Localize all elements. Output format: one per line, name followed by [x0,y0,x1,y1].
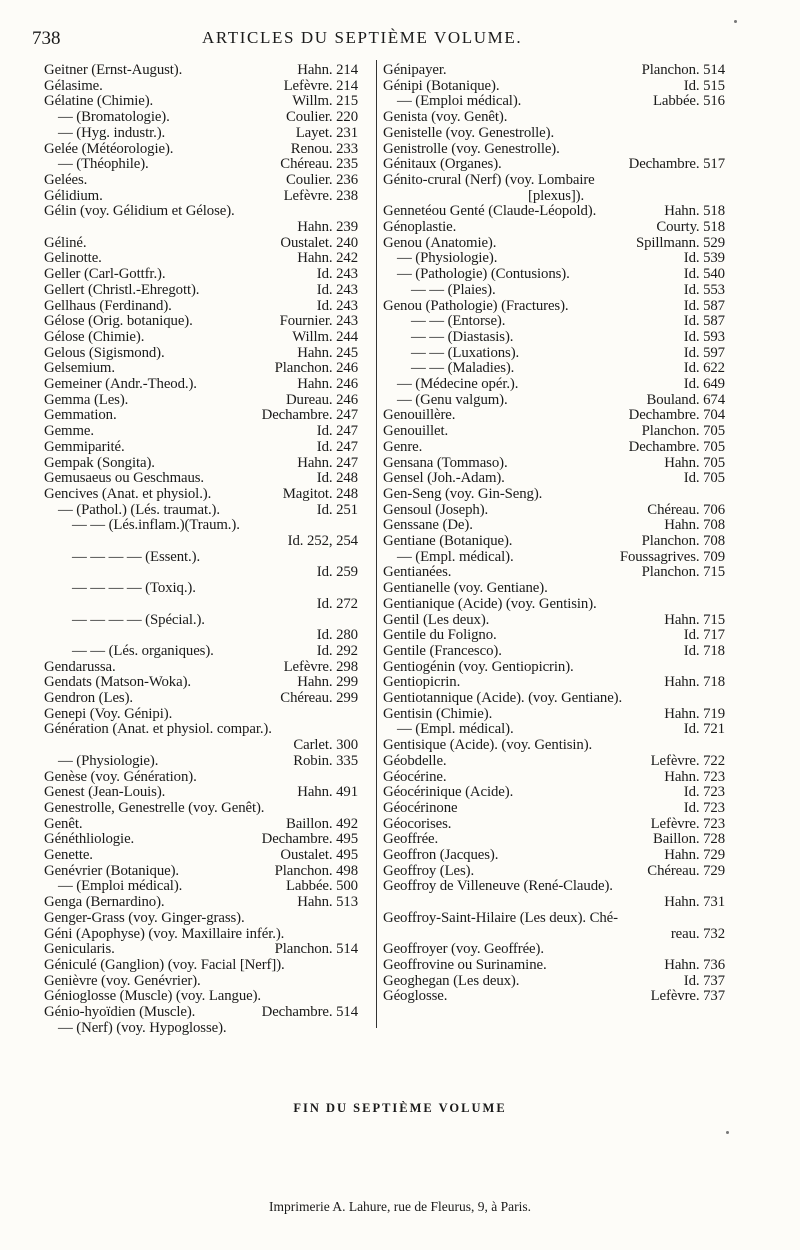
entry-term: Génération (Anat. et physiol. compar.). [44,721,272,738]
entry-term: Genette. [44,847,93,863]
entry-reference: Hahn. 705 [664,454,725,471]
entry-term: Géniculé (Ganglion) (voy. Facial [Nerf]). [44,956,285,973]
entry-reference: Coulier. 236 [286,171,358,188]
entry-term: Gelous (Sigismond). [44,344,165,361]
entry-term: — (Genu valgum). [397,391,508,408]
entry-term: Geoghegan (Les deux). [383,972,520,989]
entry-term: Geoffroy-Saint-Hilaire (Les deux). Ché- [383,909,618,926]
entry-reference: Lefèvre. 298 [283,658,358,675]
end-of-volume-note: FIN DU SEPTIÈME VOLUME [293,1101,507,1115]
entry-term: Gentiopicrin. [383,674,461,691]
entry-reference: Dechambre. 495 [261,831,358,848]
entry-term: — — (Lés.inflam.)(Traum.). [72,517,240,534]
entry-term: Gentil (Les deux). [383,611,490,628]
entry-reference: Id. 737 [683,972,725,989]
entry-term: Gensana (Tommaso). [383,454,508,471]
entry-term: Gentiotannique (Acide). (voy. Gentiane). [383,690,623,706]
entry-reference: Chéreau. 706 [647,501,725,518]
entry-reference: Dechambre. 705 [628,438,725,455]
entry-reference: Id. 705 [683,470,725,487]
entry-term: — (Emploi médical). [397,93,522,110]
entry-term: Gelées. [44,171,88,188]
entry-reference: Hahn. 723 [664,768,725,785]
entry-reference: Dechambre. 517 [628,156,725,173]
entry-term: Gemmiparité. [44,438,125,455]
entry-term: Génio-hyoïdien (Muscle). [44,1004,196,1020]
entry-reference: Dechambre. 514 [261,1004,358,1020]
entry-term: — (Physiologie). [397,250,498,267]
column-divider [376,60,377,1028]
entry-reference: Lefèvre. 723 [650,815,725,832]
entry-reference: Hahn. 239 [297,219,358,235]
entry-reference: Hahn. 719 [664,705,725,722]
entry-reference: Id. 553 [683,281,725,298]
entry-term: — — — — (Toxiq.). [72,580,196,597]
entry-reference: Id. 247 [316,423,358,440]
entry-term: Geoffrovine ou Surinamine. [383,956,547,973]
entry-reference: Oustalet. 495 [280,847,358,863]
entry-term: Genistrolle (voy. Genestrolle). [383,140,560,157]
entry-reference: Hahn. 731 [664,894,725,911]
entry-term: Géoglosse. [383,988,448,1005]
entry-reference: Id. 587 [683,297,725,314]
entry-term: Gentianées. [383,564,452,581]
entry-term: — (Physiologie). [58,752,159,769]
entry-term: Gélin (voy. Gélidium et Gélose). [44,203,235,220]
entry-reference: Hahn. 242 [297,250,358,267]
entry-term: [plexus]). [528,187,585,204]
entry-term: Gempak (Songita). [44,454,155,471]
entry-reference: Carlet. 300 [293,737,358,754]
entry-reference: Lefèvre. 238 [283,187,358,204]
entry-term: — (Hyg. industr.). [58,124,166,141]
entry-term: Genouillet. [383,423,449,440]
entry-term: — — (Diastasis). [411,328,514,345]
entry-reference: Courty. 518 [656,219,725,235]
entry-term: — — (Plaies). [411,281,496,298]
entry-term: Gélasime. [44,77,103,94]
entry-reference: Planchon. 705 [641,423,725,440]
entry-term: Genistelle (voy. Genestrolle). [383,124,555,141]
entry-term: Genèse (voy. Génération). [44,768,197,785]
entry-term: Genou (Pathologie) (Fractures). [383,297,569,314]
entry-reference: Hahn. 708 [664,517,725,534]
entry-term: Gélose (Chimie). [44,328,145,345]
entry-term: Geoffron (Jacques). [383,847,499,863]
print-speck [726,1131,729,1134]
entry-term: — (Nerf) (voy. Hypoglosse). [58,1019,227,1036]
entry-reference: Hahn. 729 [664,847,725,863]
entry-term: Gentiogénin (voy. Gentiopicrin). [383,658,574,675]
entry-reference: Id. 597 [683,344,725,361]
entry-term: Gentisin (Chimie). [383,705,493,722]
entry-term: Gentiane (Botanique). [383,533,513,549]
entry-term: Gelinotte. [44,250,102,267]
entry-term: Gencives (Anat. et physiol.). [44,485,212,502]
entry-term: Gendarussa. [44,658,116,675]
entry-term: Génipi (Botanique). [383,77,500,94]
entry-term: — — (Entorse). [411,313,506,330]
entry-reference: Dureau. 246 [285,391,358,408]
entry-term: Genicularis. [44,941,115,958]
entry-term: Génito-crural (Nerf) (voy. Lombaire [383,171,595,188]
entry-reference: Id. 717 [683,627,725,644]
entry-reference: Id. 292 [316,642,358,659]
entry-reference: Id. 243 [316,281,358,298]
entry-term: Geitner (Ernst-August). [44,62,183,78]
entry-term: — — — — (Spécial.). [72,611,205,628]
entry-term: Genga (Bernardino). [44,894,165,911]
entry-term: — — (Lés. organiques). [72,642,214,659]
entry-reference: Id. 280 [316,627,358,644]
entry-reference: Labbée. 500 [285,878,358,895]
entry-reference: Magitot. 248 [282,485,358,502]
entry-reference: Dechambre. 247 [261,407,358,424]
entry-term: Gentianelle (voy. Gentiane). [383,580,548,597]
entry-reference: Id. 649 [683,376,725,392]
entry-term: Génipayer. [383,62,447,78]
entry-term: Gelsemium. [44,360,115,377]
entry-term: Gelée (Météorologie). [44,140,174,157]
entry-term: Gélose (Orig. botanique). [44,313,193,330]
page-number: 738 [32,28,61,49]
entry-reference: Id. 622 [683,360,725,377]
entry-term: Gendron (Les). [44,690,133,706]
page-header [32,28,762,54]
entry-reference: Hahn. 718 [664,674,725,691]
printer-imprint: Imprimerie A. Lahure, rue de Fleurus, 9, à Paris. [268,1199,532,1214]
entry-term: Gemusaeus ou Geschmaus. [44,470,205,487]
entry-term: Gentile du Foligno. [383,627,497,644]
entry-term: Genista (voy. Genêt). [383,109,508,126]
entry-reference: Hahn. 736 [664,956,725,973]
entry-term: Génioglosse (Muscle) (voy. Langue). [44,988,262,1005]
entry-reference: Hahn. 715 [664,611,725,628]
entry-term: Genou (Anatomie). [383,234,497,251]
entry-term: Genger-Grass (voy. Ginger-grass). [44,909,245,926]
entry-reference: Willm. 244 [292,328,358,345]
entry-reference: Lefèvre. 722 [650,752,725,769]
entry-reference: Foussagrives. 709 [619,548,725,565]
entry-reference: Planchon. 246 [274,360,358,377]
entry-reference: Id. 587 [683,313,725,330]
entry-term: Geoffroy de Villeneuve (René-Claude). [383,878,613,895]
entry-term: Gemme. [44,423,94,440]
entry-reference: Planchon. 514 [641,62,725,78]
entry-term: Gentisique (Acide). (voy. Gentisin). [383,737,593,754]
entry-reference: Id. 515 [683,77,725,94]
entry-term: — (Pathol.) (Lés. traumat.). [58,501,220,518]
entry-reference: Planchon. 514 [274,941,358,958]
entry-term: Genouillère. [383,407,456,424]
entry-term: Géocorises. [383,815,452,832]
entry-reference: Id. 718 [683,642,725,659]
entry-term: Géni (Apophyse) (voy. Maxillaire infér.). [44,925,285,942]
entry-term: Gemmation. [44,407,117,424]
entry-reference: Id. 243 [316,297,358,314]
entry-term: Géocérine. [383,768,447,785]
entry-reference: Oustalet. 240 [280,234,358,251]
entry-term: Géocérinone [383,799,458,816]
entry-term: — (Médecine opér.). [397,376,519,392]
entry-reference: Id. 252, 254 [287,533,358,549]
entry-term: Géliné. [44,234,87,251]
entry-reference: Hahn. 245 [297,344,358,361]
entry-reference: Hahn. 299 [297,674,358,691]
entry-term: Geoffrée. [383,831,439,848]
entry-reference: Fournier. 243 [279,313,358,330]
entry-reference: Id. 243 [316,266,358,283]
entry-term: Genepi (Voy. Génipi). [44,705,173,722]
running-title: ARTICLES DU SEPTIÈME VOLUME. [202,28,523,47]
entry-reference: Id. 248 [316,470,358,487]
entry-term: — (Pathologie) (Contusions). [397,266,570,283]
entry-term: — — — — (Essent.). [72,548,201,565]
entry-term: Gellhaus (Ferdinand). [44,297,172,314]
entry-reference: Spillmann. 529 [635,234,725,251]
entry-term: Genestrolle, Genestrelle (voy. Genêt). [44,799,265,816]
entry-term: — (Emploi médical). [58,878,183,895]
entry-term: — (Empl. médical). [397,721,514,738]
entry-term: Geller (Carl-Gottfr.). [44,266,166,283]
entry-term: Génoplastie. [383,219,457,235]
entry-term: — (Théophile). [58,156,149,173]
entry-term: Géocérinique (Acide). [383,784,514,801]
entry-reference: Bouland. 674 [646,391,725,408]
entry-term: Gendats (Matson-Woka). [44,674,192,691]
entry-reference: Chéreau. 235 [280,156,358,173]
entry-reference: Id. 272 [316,595,358,612]
entry-term: Genêt. [44,815,83,832]
entry-reference: Id. 539 [683,250,725,267]
print-speck [734,20,737,23]
entry-reference: Lefèvre. 214 [283,77,358,94]
entry-reference: Chéreau. 299 [280,690,358,706]
entry-term: — (Empl. médical). [397,548,514,565]
entry-term: — (Bromatologie). [58,109,170,126]
entry-term: Gennetéou Genté (Claude-Léopold). [383,203,597,220]
entry-reference: Robin. 335 [293,752,358,769]
entry-reference: Chéreau. 729 [647,862,725,879]
entry-term: Genévrier (Botanique). [44,862,180,879]
entry-term: Généthliologie. [44,831,135,848]
entry-term: Geoffroy (Les). [383,862,475,879]
entry-reference: Labbée. 516 [652,93,725,110]
entry-reference: Lefèvre. 737 [650,988,725,1005]
entry-reference: Baillon. 492 [286,815,358,832]
entry-reference: Dechambre. 704 [628,407,725,424]
entry-term: Génitaux (Organes). [383,156,502,173]
entry-reference: Id. 247 [316,438,358,455]
entry-reference: Hahn. 518 [664,203,725,220]
entry-reference: Renou. 233 [290,140,358,157]
entry-term: Gensel (Joh.-Adam). [383,470,505,487]
entry-reference: Id. 721 [683,721,725,738]
entry-term: Gentile (Francesco). [383,642,502,659]
entry-term: Géobdelle. [383,752,447,769]
entry-reference: Planchon. 498 [274,862,358,879]
entry-reference: Hahn. 491 [297,784,358,801]
entry-term: Gemma (Les). [44,391,129,408]
entry-reference: Id. 593 [683,328,725,345]
entry-term: Genest (Jean-Louis). [44,784,166,801]
entry-reference: Willm. 215 [292,93,358,110]
entry-term: — — (Maladies). [411,360,515,377]
entry-reference: Planchon. 715 [641,564,725,581]
entry-reference: Id. 723 [683,799,725,816]
entry-term: Gemeiner (Andr.-Theod.). [44,376,197,392]
entry-reference: Id. 259 [316,564,358,581]
entry-reference: reau. 732 [670,925,725,942]
entry-term: Genièvre (voy. Genévrier). [44,972,201,989]
entry-reference: Hahn. 214 [297,62,358,78]
entry-reference: Id. 723 [683,784,725,801]
entry-term: Gélatine (Chimie). [44,93,154,110]
entry-reference: Planchon. 708 [641,533,725,549]
entry-reference: Layet. 231 [295,124,358,141]
entry-reference: Hahn. 513 [297,894,358,911]
entry-reference: Id. 251 [316,501,358,518]
entry-reference: Baillon. 728 [653,831,725,848]
entry-term: Genssane (De). [383,517,473,534]
entry-term: Gellert (Christl.-Ehregott). [44,281,200,298]
entry-reference: Id. 540 [683,266,725,283]
entry-reference: Hahn. 247 [297,454,358,471]
entry-term: Gélidium. [44,187,103,204]
entry-term: Genre. [383,438,423,455]
entry-reference: Coulier. 220 [286,109,358,126]
entry-term: Gen-Seng (voy. Gin-Seng). [383,485,543,502]
entry-reference: Hahn. 246 [297,376,358,392]
entry-term: Gensoul (Joseph). [383,501,489,518]
entry-term: Geoffroyer (voy. Geoffrée). [383,941,544,958]
entry-term: Gentianique (Acide) (voy. Gentisin). [383,595,597,612]
entry-term: — — (Luxations). [411,344,520,361]
